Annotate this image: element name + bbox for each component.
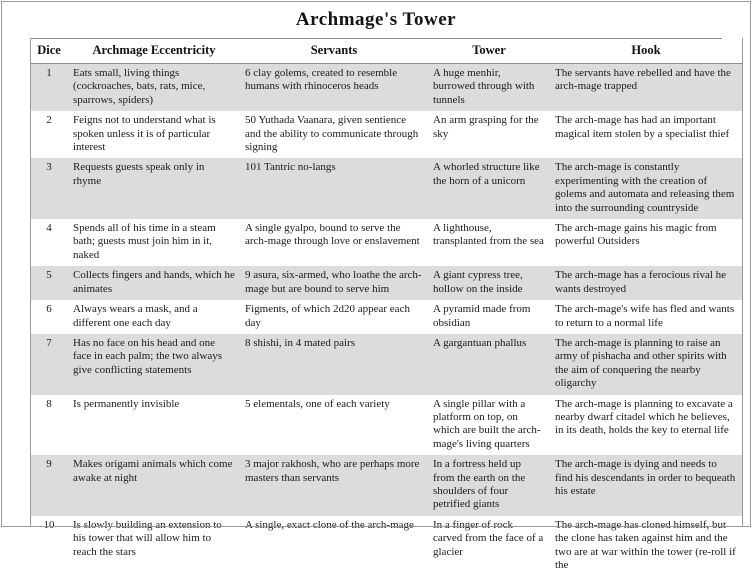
cell-servants: 5 elementals, one of each variety — [240, 395, 428, 456]
cell-eccentricity: Is slowly building an extension to his tower that will allow him to reach the stars — [68, 516, 240, 576]
table-row — [30, 300, 742, 334]
table-right-rule — [742, 38, 743, 527]
cell-tower: A pyramid made from obsidian — [428, 300, 550, 334]
cell-dice: 4 — [30, 219, 68, 266]
cell-eccentricity: Makes origami animals which come awake at night — [68, 455, 240, 516]
cell-tower: A single pillar with a platform on top, on which are built the arch-mage's living quarters — [428, 395, 550, 456]
table-row — [30, 455, 742, 516]
cell-eccentricity: Requests guests speak only in rhyme — [68, 158, 240, 219]
cell-hook: The arch-mage is constantly experimenting with the creation of golems and automata and releasing them into the surrounding countryside — [550, 158, 742, 219]
cell-hook: The servants have rebelled and have the arch-mage trapped — [550, 64, 742, 112]
cell-tower: A lighthouse, transplanted from the sea — [428, 219, 550, 266]
cell-servants: Figments, of which 2d20 appear each day — [240, 300, 428, 334]
cell-tower: In a finger of rock carved from the face of a glacier — [428, 516, 550, 576]
cell-eccentricity: Is permanently invisible — [68, 395, 240, 456]
random-table — [30, 39, 742, 576]
cell-eccentricity: Has no face on his head and one face in each palm; the two always give conflicting statements — [68, 334, 240, 395]
cell-dice: 10 — [30, 516, 68, 576]
cell-hook: The arch-mage is planning to raise an army of pishacha and other spirits with the aim of conquering the nearby oligarchy — [550, 334, 742, 395]
page-title: Archmage's Tower — [30, 0, 722, 39]
cell-tower: A gargantuan phallus — [428, 334, 550, 395]
table-left-rule — [30, 38, 31, 527]
table-row — [30, 158, 742, 219]
cell-eccentricity: Feigns not to understand what is spoken unless it is of particular interest — [68, 111, 240, 158]
random-table-container — [0, 39, 752, 576]
cell-hook: The arch-mage's wife has fled and wants to return to a normal life — [550, 300, 742, 334]
cell-hook: The arch-mage has a ferocious rival he wants destroyed — [550, 266, 742, 300]
cell-tower: An arm grasping for the sky — [428, 111, 550, 158]
cell-tower: In a fortress held up from the earth on the shoulders of four petrified giants — [428, 455, 550, 516]
table-row — [30, 266, 742, 300]
cell-dice: 3 — [30, 158, 68, 219]
column-header-servants: Servants — [240, 39, 428, 64]
cell-servants: 9 asura, six-armed, who loathe the arch-mage but are bound to serve him — [240, 266, 428, 300]
cell-servants: 6 clay golems, created to resemble humans with rhinoceros heads — [240, 64, 428, 112]
cell-eccentricity: Always wears a mask, and a different one each day — [68, 300, 240, 334]
table-header-row — [30, 39, 742, 64]
cell-servants: A single, exact clone of the arch-mage — [240, 516, 428, 576]
table-row — [30, 516, 742, 576]
table-row — [30, 395, 742, 456]
cell-dice: 5 — [30, 266, 68, 300]
cell-dice: 1 — [30, 64, 68, 112]
cell-tower: A whorled structure like the horn of a unicorn — [428, 158, 550, 219]
cell-eccentricity: Eats small, living things (cockroaches, bats, rats, mice, sparrows, spiders) — [68, 64, 240, 112]
cell-hook: The arch-mage is dying and needs to find his descendants in order to bequeath his estate — [550, 455, 742, 516]
table-row — [30, 111, 742, 158]
cell-eccentricity: Collects fingers and hands, which he animates — [68, 266, 240, 300]
column-header-dice: Dice — [30, 39, 68, 64]
cell-tower: A huge menhir, burrowed through with tunnels — [428, 64, 550, 112]
table-row — [30, 64, 742, 112]
table-header — [30, 39, 742, 64]
cell-servants: 8 shishi, in 4 mated pairs — [240, 334, 428, 395]
cell-hook: The arch-mage is planning to excavate a nearby dwarf citadel which he believes, in its death, holds the key to eternal life — [550, 395, 742, 456]
table-row — [30, 334, 742, 395]
column-header-tower: Tower — [428, 39, 550, 64]
cell-servants: A single gyalpo, bound to serve the arch-mage through love or enslavement — [240, 219, 428, 266]
cell-servants: 50 Yuthada Vaanara, given sentience and the ability to communicate through signing — [240, 111, 428, 158]
cell-dice: 7 — [30, 334, 68, 395]
table-body — [30, 64, 742, 576]
cell-tower: A giant cypress tree, hollow on the inside — [428, 266, 550, 300]
cell-dice: 9 — [30, 455, 68, 516]
cell-servants: 3 major rakhosh, who are perhaps more masters than servants — [240, 455, 428, 516]
cell-hook: The arch-mage gains his magic from powerful Outsiders — [550, 219, 742, 266]
cell-eccentricity: Spends all of his time in a steam bath; guests must join him in it, naked — [68, 219, 240, 266]
cell-hook: The arch-mage has had an important magical item stolen by a specialist thief — [550, 111, 742, 158]
cell-dice: 8 — [30, 395, 68, 456]
cell-dice: 6 — [30, 300, 68, 334]
cell-servants: 101 Tantric no-langs — [240, 158, 428, 219]
column-header-eccentricity: Archmage Eccentricity — [68, 39, 240, 64]
column-header-hook: Hook — [550, 39, 742, 64]
table-row — [30, 219, 742, 266]
cell-hook: The arch-mage has cloned himself, but the clone has taken against him and the two are at war within the tower (re-roll if the — [550, 516, 742, 576]
cell-dice: 2 — [30, 111, 68, 158]
